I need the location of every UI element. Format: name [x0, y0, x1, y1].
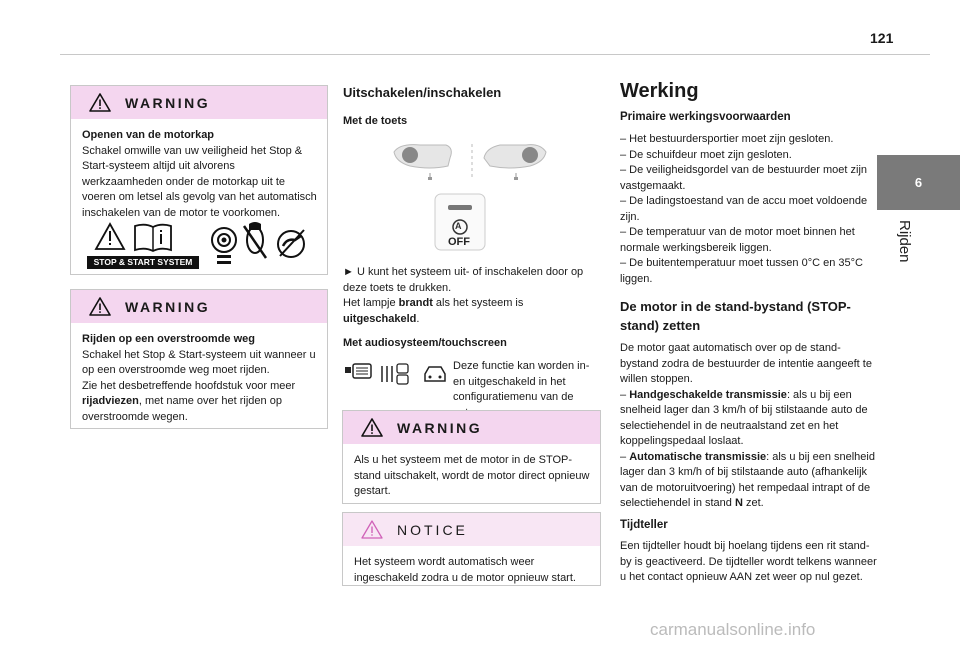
notice-triangle-icon: [361, 520, 383, 539]
text-bold: brandt: [398, 297, 433, 309]
warning-header: [71, 86, 327, 119]
page-number: 121: [870, 30, 894, 46]
stop-start-label: STOP & START SYSTEM: [93, 257, 193, 267]
automatic-transmission-text: [620, 450, 878, 512]
warning-box-stop-mode: [342, 410, 601, 504]
text-part: zet.: [742, 497, 764, 509]
condition-item: – Het bestuurdersportier moet zijn gesloten.: [620, 133, 834, 145]
text-bold: rijadviezen: [82, 395, 139, 407]
chapter-tab-label: Rijden: [896, 220, 913, 263]
middle-column: [343, 85, 599, 129]
warning-heading: Rijden op een overstroomde weg: [82, 333, 255, 345]
indicator-text: [343, 296, 599, 327]
warning-title: WARNING: [125, 94, 211, 111]
subheading-button: Met de toets: [343, 114, 408, 127]
warning-triangle-icon: [89, 93, 111, 112]
instruction-text: ► U kunt het systeem uit- of inschakelen door op deze toets te drukken.: [343, 266, 584, 294]
text-bold: Automatische transmissie: [629, 450, 767, 463]
subheading-conditions: Primaire werkingsvoorwaarden: [620, 110, 791, 123]
section-heading: Uitschakelen/inschakelen: [343, 85, 502, 100]
warning-box-flooded-road: [70, 289, 328, 429]
chapter-tab-number[interactable]: 6: [877, 155, 960, 210]
text-part: Het lampje: [343, 297, 399, 309]
notice-text: Het systeem wordt automatisch weer ingeschakeld zodra u de motor opnieuw start.: [354, 556, 576, 584]
text-part: , met name over het rijden op overstroomde wegen.: [82, 395, 282, 423]
section-heading-werking: Werking: [620, 80, 699, 102]
warning-text: Als u het systeem met de motor in de STOP-stand uitschakelt, wordt de motor direct opnieuw gestart.: [354, 454, 590, 497]
condition-item: – De schuifdeur moet zijn gesloten.: [620, 148, 792, 161]
condition-item: – De ladingstoestand van de accu moet voldoende zijn.: [620, 195, 868, 223]
warning-text: Schakel omwille van uw veiligheid het Stop & Start-systeem altijd uit alvorens werkzaamheden onder de motorkap uit te voeren om letsel als gevolg van het automatisch inschakelen van de motor te voorkomen.: [82, 144, 317, 219]
text-bold: Handgeschakelde transmissie: [629, 388, 787, 401]
text-bold: N: [734, 497, 743, 509]
subheading-stop-mode: De motor in de stand-bystand (STOP-stand) zetten: [620, 299, 851, 333]
watermark: carmanualsonline.info: [650, 620, 816, 639]
subheading-touchscreen: Met audiosysteem/touchscreen: [343, 337, 507, 349]
subheading-timer: Tijdteller: [620, 518, 668, 531]
notice-box: [342, 512, 601, 586]
right-column: [620, 80, 878, 586]
text-part: : als u bij een snelheid lager dan 3 km/h of bij stilstaande auto (afhankelijk van de motoruitvoering) het rempedaal intrapt of de selectiehendel in stand: [620, 450, 875, 509]
button-off-label: OFF: [448, 236, 470, 248]
timer-text: Een tijdteller houdt bij hoelang tijdens een rit stand-by is geactiveerd. De tijdteller wordt telkens wanneer u het contact opnieuw AAN zet weer op nul gezet.: [620, 540, 877, 583]
warning-triangle-icon: [89, 297, 111, 316]
text-part: als het systeem is: [432, 297, 524, 309]
condition-item: – De buitentemperatuur moet tussen 0°C en 35°C liggen.: [620, 257, 863, 285]
notice-title: NOTICE: [397, 521, 468, 538]
warning-text: Schakel het Stop & Start-systeem uit wanneer u op een overstroomde weg moet rijden.: [82, 348, 316, 376]
text-part: : als u bij een snelheid lager dan 3 km/h of bij stilstaande auto de selectiehendel in de neutraalstand zet en het koppelingspedaal loslaat.: [620, 388, 868, 447]
warning-heading: Openen van de motorkap: [82, 129, 215, 141]
text-bold: uitgeschakeld: [343, 312, 417, 325]
warning-text-2: [82, 379, 317, 426]
button-letter: A: [455, 221, 462, 231]
stop-start-button-figure: [390, 140, 550, 255]
condition-item: – De veiligheidsgordel van de bestuurder moet zijn vastgemaakt.: [620, 164, 868, 192]
warning-triangle-icon: [361, 418, 383, 437]
hood-warning-figure: [87, 218, 315, 270]
text-part: –: [620, 450, 630, 463]
warning-title: WARNING: [397, 419, 483, 436]
warning-title: WARNING: [125, 298, 211, 315]
conditions-list: [620, 132, 878, 287]
middle-column-text: [343, 265, 599, 352]
text-part: –: [620, 388, 630, 401]
text-part: .: [416, 312, 420, 325]
notice-header: [343, 513, 600, 546]
warning-header: [343, 411, 600, 444]
text-part: Zie het desbetreffende hoofdstuk voor meer: [82, 379, 296, 392]
manual-transmission-text: [620, 388, 878, 450]
stop-mode-text: De motor gaat automatisch over op de stand-bystand zodra de bestuurder de intentie aangeeft te willen stoppen.: [620, 342, 872, 385]
warning-box-hood: [70, 85, 328, 275]
top-rule: [60, 54, 930, 55]
touchscreen-text: Deze functie kan worden in- en uitgeschakeld in het configuratiemenu van de: [453, 360, 590, 403]
condition-item: – De temperatuur van de motor moet binnen het normale werkingsbereik liggen.: [620, 226, 855, 254]
warning-header: [71, 290, 327, 323]
